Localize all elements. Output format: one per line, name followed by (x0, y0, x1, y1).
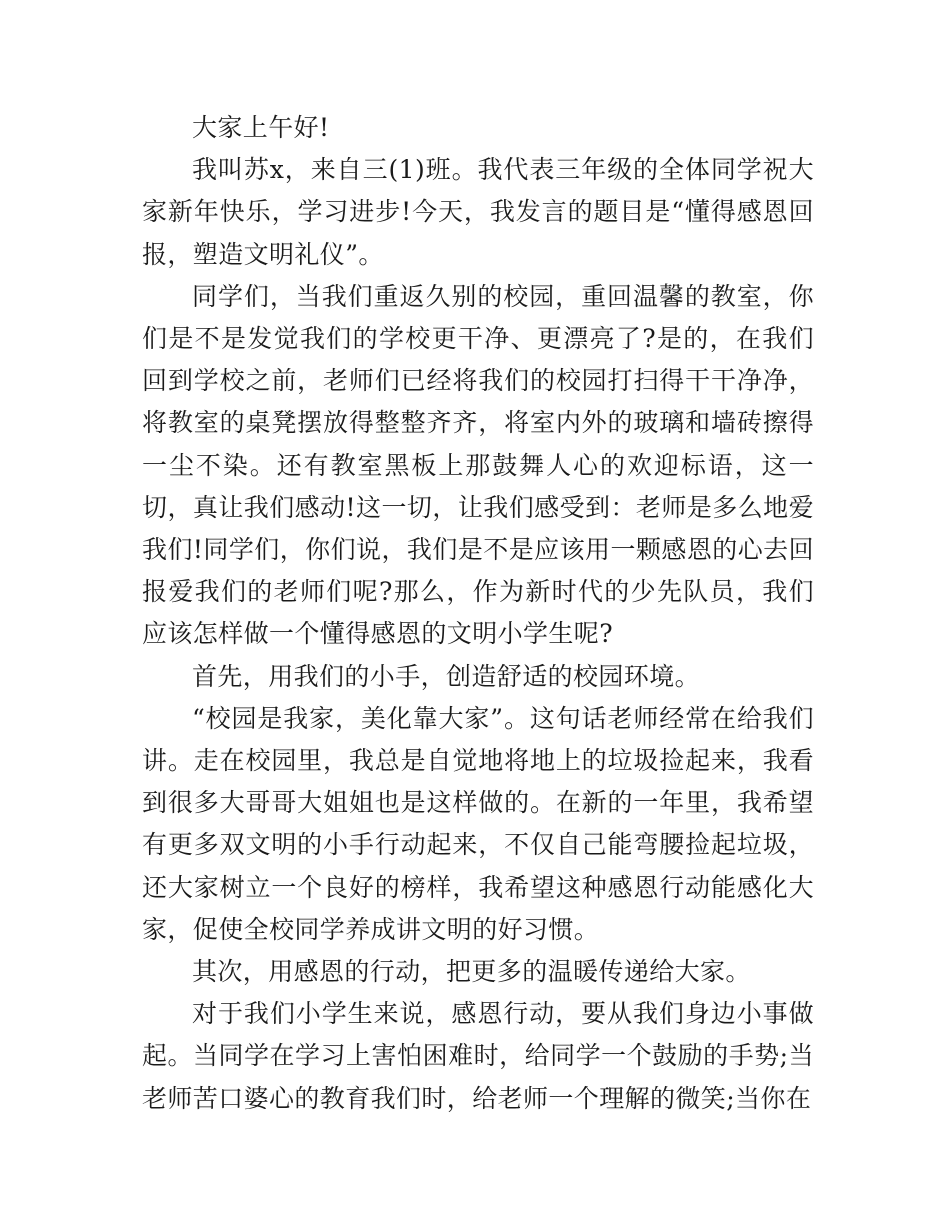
paragraph-campus-environment: “校园是我家，美化靠大家”。这句话老师经常在给我们讲。走在校园里，我总是自觉地将地上的垃圾捡起来，我看到很多大哥哥大姐姐也是这样做的。在新的一年里，我希望有更多双文明的小手行动起来，不仅自己能弯腰捡起垃圾，还大家树立一个良好的榜样，我希望这种感恩行动能感化大家，促使全校同学养成讲文明的好习惯。 (142, 703, 814, 944)
speech-body (142, 107, 814, 1120)
paragraph-greeting: 大家上午好! (192, 113, 330, 142)
paragraph-introduction: 我叫苏x，来自三(1)班。我代表三年级的全体同学祝大家新年快乐，学习进步!今天，我发言的题目是“懂得感恩回报，塑造文明礼仪”。 (142, 155, 814, 269)
paragraph-small-deeds: 对于我们小学生来说，感恩行动，要从我们身边小事做起。当同学在学习上害怕困难时，给同学一个鼓励的手势;当老师苦口婆心的教育我们时，给老师一个理解的微笑;当你在 (142, 999, 814, 1113)
paragraph-first-point: 首先，用我们的小手，创造舒适的校园环境。 (192, 661, 701, 691)
paragraph-second-point: 其次，用感恩的行动，把更多的温暖传递给大家。 (192, 957, 751, 987)
paragraph-teachers-care: 同学们，当我们重返久别的校园，重回温馨的教室，你们是不是发觉我们的学校更干净、更漂亮了?是的，在我们回到学校之前，老师们已经将我们的校园打扫得干干净净，将教室的桌凳摆放得整整齐齐，将室内外的玻璃和墙砖擦得一尘不染。还有教室黑板上那鼓舞人心的欢迎标语，这一切，真让我们感动!这一切，让我们感受到：老师是多么地爱我们!同学们，你们说，我们是不是应该用一颗感恩的心去回报爱我们的老师们呢?那么，作为新时代的少先队员，我们应该怎样做一个懂得感恩的文明小学生呢? (142, 281, 814, 649)
